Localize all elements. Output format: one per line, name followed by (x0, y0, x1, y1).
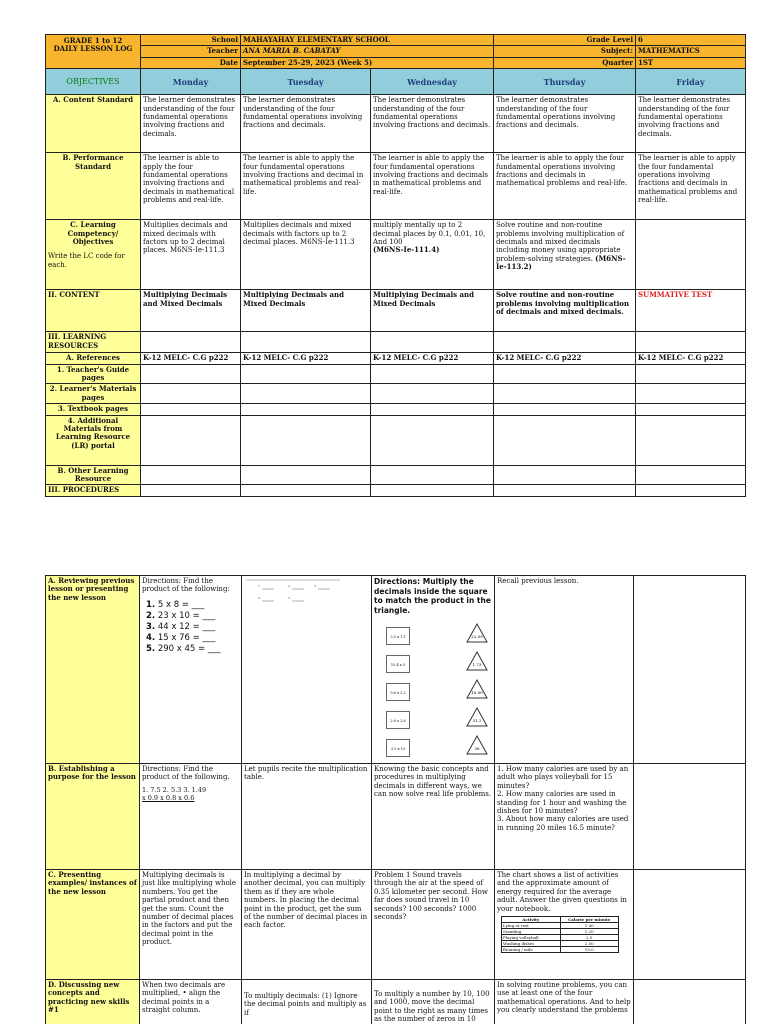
chart-cell: Playing volleyball (502, 935, 561, 941)
lesson-log-header-table (45, 34, 746, 497)
chart-cell: Running / mile (502, 947, 561, 953)
school-label: School (141, 35, 241, 46)
reviewing-mon-cell (140, 576, 242, 764)
establishing-label: B. Establishing a purpose for the lesson (46, 764, 140, 870)
ref-mon: K-12 MELC- C.G p222 (141, 353, 241, 364)
presenting-thu: The chart shows a list of activities and the approximate amount of energy required for the average adult. Answer the given questions in your notebook. (497, 871, 627, 913)
content-wed: Multiplying Decimals and Mixed Decimals (371, 290, 494, 332)
performance-standard-fri: The learner is able to apply the four fundamental operations involving fractions and decimals in mathematical problems and real-life. (636, 153, 746, 220)
competency-wed-code: (M6NS-Ie-111.4) (373, 245, 440, 255)
establishing-thu-cell (495, 764, 634, 870)
content-mon: Multiplying Decimals and Mixed Decimals (141, 290, 241, 332)
quarter-label: Quarter (494, 57, 636, 68)
establishing-thu-q1: 1. How many calories are used by an adult who plays volleyball for 15 minutes? (497, 765, 629, 790)
svg-text:4.: 4. (258, 596, 261, 600)
svg-text:36: 36 (474, 746, 480, 751)
competency-thu-cell (494, 220, 636, 290)
establishing-mon-factors: x 0.9 x 0.8 x 0.6 (142, 794, 195, 803)
content-standard-thu: The learner demonstrates understanding of the four fundamental operations involving fractions and decimals. (494, 95, 636, 153)
quarter-value: 1ST (636, 57, 746, 68)
presenting-thu-cell (495, 870, 634, 980)
additional-materials-label: 4. Additional Materials from Learning Resource (LR) portal (46, 415, 141, 465)
product-triangle (466, 735, 488, 755)
review-item: 5. 290 x 45 = ___ (146, 643, 221, 654)
svg-text:5.: 5. (288, 596, 291, 600)
day-thursday: Thursday (494, 69, 636, 95)
reviewing-tue-cell (242, 576, 372, 764)
calorie-chart (501, 916, 619, 953)
day-friday: Friday (636, 69, 746, 95)
decimal-square: 2.6 x 2.8 (386, 711, 410, 729)
reviewing-mon-directions: Directions: Find the product of the following: (142, 577, 230, 594)
match-row (374, 703, 492, 731)
chart-cell: 1.00 (560, 923, 619, 929)
svg-text:2.: 2. (288, 584, 291, 588)
content-standard-tue: The learner demonstrates understanding of the four fundamental operations involving fractions and decimals. (241, 95, 371, 153)
ref-thu: K-12 MELC- C.G p222 (494, 353, 636, 364)
product-triangle (466, 623, 488, 643)
content-standard-label: A. Content Standard (46, 95, 141, 153)
presenting-label: C. Presenting examples/ instances of the new lesson (46, 870, 140, 980)
competency-label: C. Learning Competency/ Objectives (67, 220, 119, 247)
competency-tue: Multiplies decimals and mixed decimals with factors up to 2 decimal places. M6NS-Ie-111.3 (241, 220, 371, 290)
procedures-label: III. PROCEDURES (46, 485, 141, 496)
establishing-tue: Let pupils recite the multiplication table. (242, 764, 372, 870)
product-triangle (466, 679, 488, 699)
competency-label-cell (46, 220, 141, 290)
content-standard-fri: The learner demonstrates understanding of the four fundamental operations involving fractions and decimals. (636, 95, 746, 153)
decimal-square: 3.5 x 1.1 (386, 627, 410, 645)
discussing-thu: In solving routine problems, you can use at least one of the four mathematical operations. And to help you clearly understand the problems (495, 980, 634, 1024)
decimal-square: 10.4 x 3 (386, 655, 410, 673)
learners-materials-label: 2. Learner's Materials pages (46, 384, 141, 404)
day-wednesday: Wednesday (371, 69, 494, 95)
performance-standard-label: B. Performance Standard (46, 153, 141, 220)
ref-tue: K-12 MELC- C.G p222 (241, 353, 371, 364)
review-item: 4. 15 x 76 = ___ (146, 632, 216, 643)
chart-cell: 1.20 (560, 929, 619, 935)
teacher-value: ANA MARIA B. CABATAY (241, 46, 494, 57)
content-fri: SUMMATIVE TEST (636, 290, 746, 332)
chart-cell: 10.0 (560, 947, 619, 953)
competency-mon: Multiplies decimals and mixed decimals with factors up to 2 decimal places. M6NS-Ie-111.3 (141, 220, 241, 290)
day-monday: Monday (141, 69, 241, 95)
chart-cell: 2.50 (560, 941, 619, 947)
objectives-heading: OBJECTIVES (46, 69, 141, 95)
decimal-square: 3.5 x 10 (386, 739, 410, 757)
svg-text:3.: 3. (314, 584, 317, 588)
discussing-mon: When two decimals are multiplied, • align the decimal points in a straight column. (140, 980, 242, 1024)
date-label: Date (141, 57, 241, 68)
performance-standard-thu: The learner is able to apply the four fundamental operations involving fractions and decimals in mathematical problems and real-life. (494, 153, 636, 220)
reviewing-wed-directions: Directions: Multiply the decimals inside the square to match the product in the triangle. (374, 577, 491, 615)
content-thu: Solve routine and non-routine problems involving multiplication of decimals and mixed decimals. (494, 290, 636, 332)
reviewing-thu: Recall previous lesson. (495, 576, 634, 764)
review-item: 1. 5 x 8 = ___ (146, 599, 205, 610)
svg-text:10.00: 10.00 (471, 690, 483, 695)
match-row (374, 619, 492, 647)
svg-text:1.73: 1.73 (472, 662, 482, 667)
competency-note: Write the LC code for each. (48, 252, 125, 269)
establishing-wed: Knowing the basic concepts and procedures in multiplying decimals in different ways, we can now solve real life problems. (372, 764, 495, 870)
procedures-table (45, 575, 746, 1024)
review-item: 3. 44 x 12 = ___ (146, 621, 216, 632)
svg-text:31.2: 31.2 (472, 718, 482, 723)
school-value: MAHAYAHAY ELEMENTARY SCHOOL (241, 35, 494, 46)
other-resources-label: B. Other Learning Resource (46, 465, 141, 485)
worksheet-thumbnail (244, 577, 344, 607)
grade-level-label: Grade Level (494, 35, 636, 46)
teachers-guide-label: 1. Teacher's Guide pages (46, 364, 141, 384)
product-triangle (466, 651, 488, 671)
performance-standard-mon: The learner is able to apply the four fundamental operations involving fractions and decimals in mathematical problems and real-life. (141, 153, 241, 220)
establishing-mon-cell (140, 764, 242, 870)
textbook-pages-label: 3. Textbook pages (46, 404, 141, 415)
establishing-mon-problems: 1. 7.5 2. 5.3 3. 1.49 (142, 785, 207, 794)
ref-fri: K-12 MELC- C.G p222 (636, 353, 746, 364)
match-row (374, 731, 492, 759)
establishing-thu-q2: 2. How many calories are used in standing for 1 hour and washing the dishes for 10 minutes? (497, 790, 627, 816)
chart-header: Calorie per minute (560, 917, 619, 923)
chart-header: Activity (502, 917, 561, 923)
establishing-mon-directions: Directions: Find the product of the following. (142, 765, 230, 782)
review-item: 2. 23 x 10 = ___ (146, 610, 216, 621)
log-title: GRADE 1 to 12 DAILY LESSON LOG (46, 35, 141, 69)
content-standard-mon: The learner demonstrates understanding of the four fundamental operations involving fractions and decimals. (141, 95, 241, 153)
svg-text:1.: 1. (258, 584, 261, 588)
competency-thu: Solve routine and non-routine problems involving multiplication of decimals and mixed decimals including money using appropriate problem-solving strategies. (496, 221, 625, 263)
presenting-tue: In multiplying a decimal by another decimal, you can multiply them as if they are whole numbers. In placing the decimal point in the product, get the sum of the number of decimal places in each factor. (242, 870, 372, 980)
teacher-label: Teacher (141, 46, 241, 57)
day-tuesday: Tuesday (241, 69, 371, 95)
presenting-wed: Problem 1 Sound travels through the air at the speed of 0.35 kilometer per second. How far does sound travel in 10 seconds? 100 seconds? 1000 seconds? (372, 870, 495, 980)
reviewing-label: A. Reviewing previous lesson or presenting the new lesson (46, 576, 140, 764)
competency-wed: multiply mentally up to 2 decimal places by 0.1, 0.01, 10, And 100 (373, 221, 486, 247)
content-tue: Multiplying Decimals and Mixed Decimals (241, 290, 371, 332)
references-label: A. References (46, 353, 141, 364)
chart-cell: 2.5 (560, 935, 619, 941)
product-triangle (466, 707, 488, 727)
chart-cell: Washing dishes (502, 941, 561, 947)
presenting-mon: Multiplying decimals is just like multiplying whole numbers. You get the partial product and then get the sum. Count the number of decimal places in the factors and put the decimal point in the product. (140, 870, 242, 980)
chart-cell: Lying at rest (502, 923, 561, 929)
reviewing-wed-cell (372, 576, 495, 764)
competency-wed-cell (371, 220, 494, 290)
content-label: II. CONTENT (46, 290, 141, 332)
discussing-wed: To multiply a number by 10, 100 and 1000, move the decimal point to the right as many times as the number of zeros in 10 (372, 980, 495, 1024)
svg-text:22.09: 22.09 (471, 634, 483, 639)
subject-label: Subject: (494, 46, 636, 57)
establishing-thu-q3: 3. About how many calories are used in running 20 miles 16.5 minute? (497, 815, 629, 832)
ref-wed: K-12 MELC- C.G p222 (371, 353, 494, 364)
performance-standard-wed: The learner is able to apply the four fundamental operations involving fractions and decimals in mathematical problems and real-life. (371, 153, 494, 220)
grade-level-value: 6 (636, 35, 746, 46)
performance-standard-tue: The learner is able to apply the four fundamental operations involving fractions and decimal in mathematical problems and real-life. (241, 153, 371, 220)
discussing-tue: To multiply decimals: (1) Ignore the decimal points and multiply as if (242, 980, 372, 1024)
subject-value: MATHEMATICS (636, 46, 746, 57)
discussing-label: D. Discussing new concepts and practicing new skills #1 (46, 980, 140, 1024)
match-row (374, 647, 492, 675)
match-row (374, 675, 492, 703)
date-value: September 25-29, 2023 (Week 5) (241, 57, 494, 68)
competency-fri (636, 220, 746, 290)
decimal-square: 9.6 x 2.2 (386, 683, 410, 701)
content-standard-wed: The learner demonstrates understanding of the four fundamental operations involving fractions and decimals. (371, 95, 494, 153)
chart-cell: Standing (502, 929, 561, 935)
competency-thu-code: (M6NS-Ie-113.2) (496, 253, 626, 272)
learning-resources-label: III. LEARNING RESOURCES (46, 332, 141, 353)
